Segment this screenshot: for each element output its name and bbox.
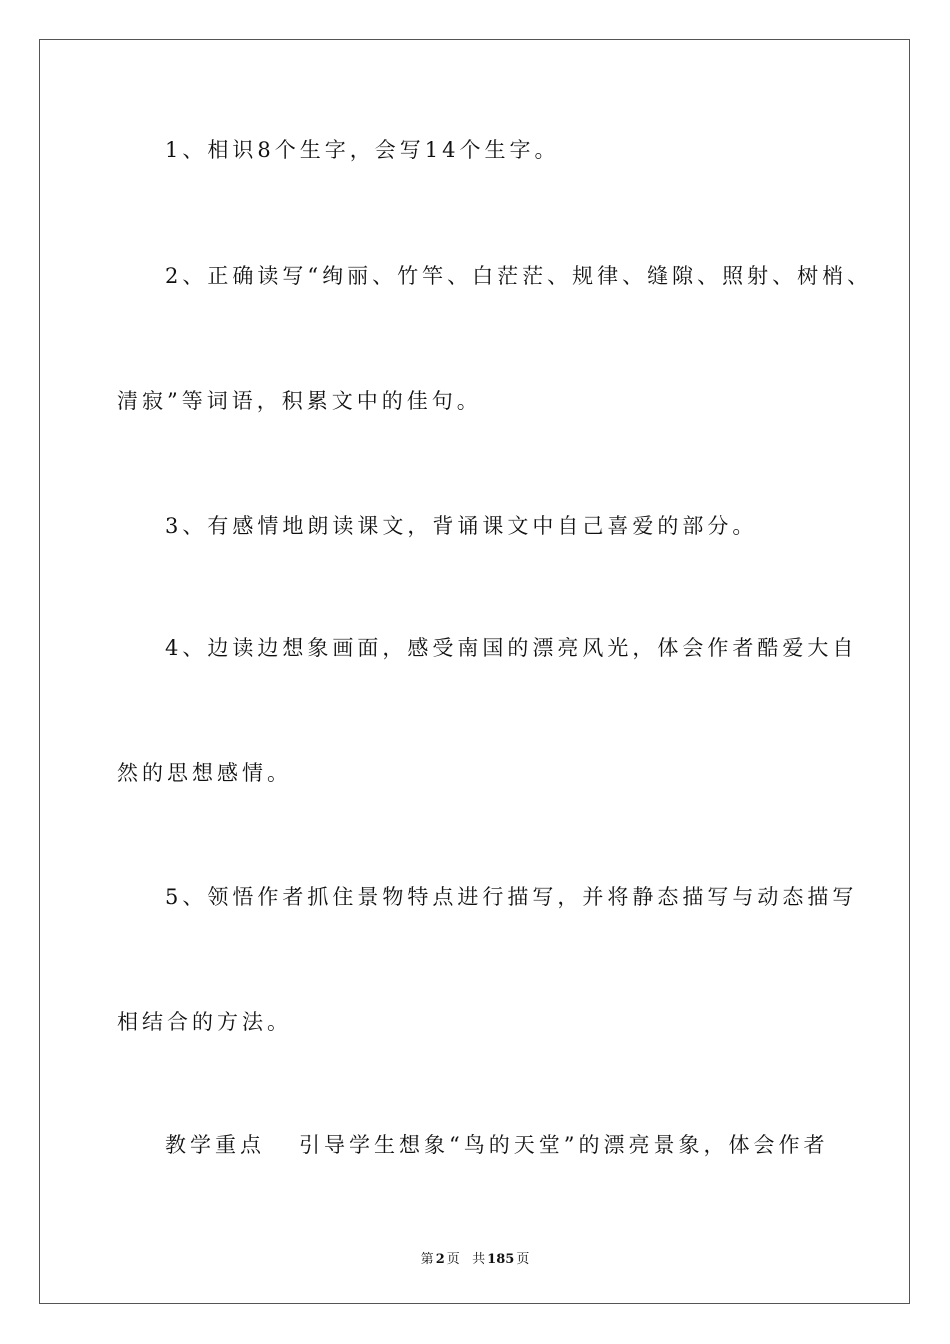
page-footer [0, 1248, 950, 1267]
teaching-focus [165, 1135, 828, 1156]
objective-5-line-1: 5、领悟作者抓住景物特点进行描写，并将静态描写与动态描写 [165, 885, 858, 909]
objective-2-line-2: 清寂”等词语，积累文中的佳句。 [117, 389, 482, 413]
total-suffix: 页 [516, 1252, 530, 1267]
objective-3: 3、有感情地朗读课文，背诵课文中自己喜爱的部分。 [165, 514, 758, 538]
total-prefix: 共 [472, 1252, 486, 1267]
page-border [39, 39, 910, 1304]
page-number: 2 [435, 1252, 445, 1267]
page-prefix: 第 [420, 1252, 434, 1267]
page-suffix: 页 [446, 1252, 460, 1267]
total-pages: 185 [487, 1252, 515, 1267]
objective-4-line-1: 4、边读边想象画面，感受南国的漂亮风光，体会作者酷爱大自 [165, 636, 858, 660]
teaching-focus-label: 教学重点 [165, 1133, 265, 1157]
objective-4-line-2: 然的思想感情。 [117, 761, 292, 785]
objective-1: 1、相识8个生字，会写14个生字。 [165, 138, 560, 162]
teaching-focus-text: 引导学生想象“鸟的天堂”的漂亮景象，体会作者 [299, 1133, 829, 1157]
objective-2-line-1: 2、正确读写“绚丽、竹竿、白茫茫、规律、缝隙、照射、树梢、 [165, 264, 873, 288]
objective-5-line-2: 相结合的方法。 [117, 1010, 292, 1034]
